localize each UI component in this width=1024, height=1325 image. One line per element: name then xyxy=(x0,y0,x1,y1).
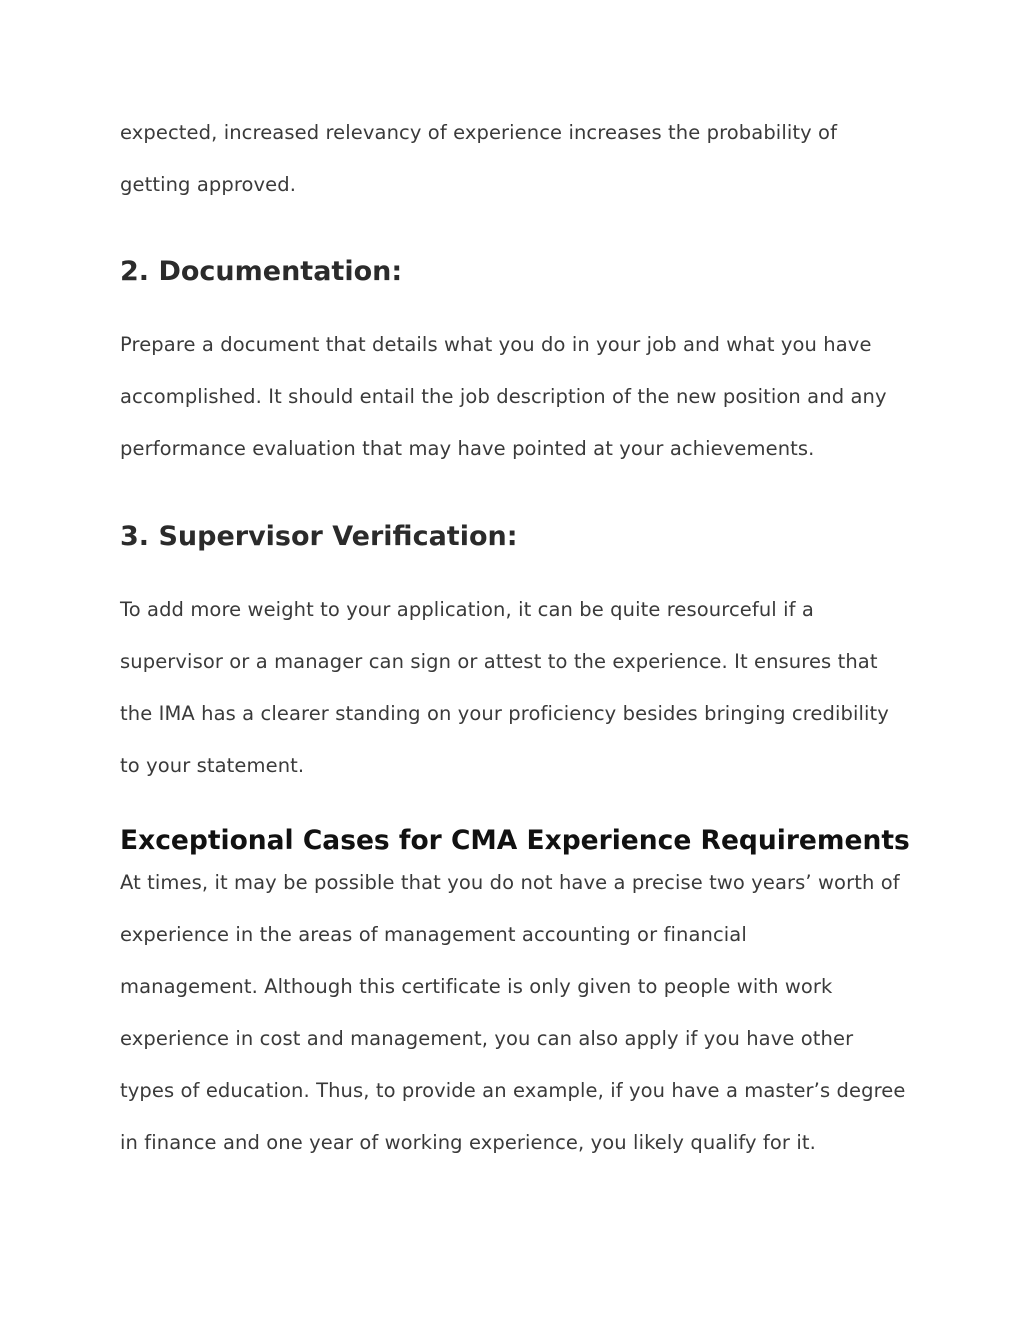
documentation-heading: 2. Documentation: xyxy=(120,256,403,287)
paragraph-line: in finance and one year of working experience, you likely qualify for it. xyxy=(120,1131,816,1154)
paragraph-line: accomplished. It should entail the job description of the new position and any xyxy=(120,385,887,408)
paragraph-line: To add more weight to your application, it can be quite resourceful if a xyxy=(120,598,814,621)
paragraph-line: At times, it may be possible that you do not have a precise two years’ worth of xyxy=(120,871,900,894)
paragraph-line: the IMA has a clearer standing on your proficiency besides bringing credibility xyxy=(120,702,889,725)
paragraph-line: types of education. Thus, to provide an example, if you have a master’s degree xyxy=(120,1079,906,1102)
paragraph-line: supervisor or a manager can sign or attest to the experience. It ensures that xyxy=(120,650,878,673)
paragraph-line: getting approved. xyxy=(120,173,297,196)
paragraph-line: experience in the areas of management accounting or financial xyxy=(120,923,747,946)
exceptional-cases-heading: Exceptional Cases for CMA Experience Requirements xyxy=(120,825,910,856)
paragraph-line: management. Although this certificate is only given to people with work xyxy=(120,975,833,998)
paragraph-line: performance evaluation that may have pointed at your achievements. xyxy=(120,437,815,460)
paragraph-line: to your statement. xyxy=(120,754,305,777)
paragraph-line: expected, increased relevancy of experience increases the probability of xyxy=(120,121,838,144)
paragraph-line: Prepare a document that details what you do in your job and what you have xyxy=(120,333,872,356)
paragraph-line: experience in cost and management, you can also apply if you have other xyxy=(120,1027,854,1050)
supervisor-verification-heading: 3. Supervisor Verification: xyxy=(120,521,518,552)
